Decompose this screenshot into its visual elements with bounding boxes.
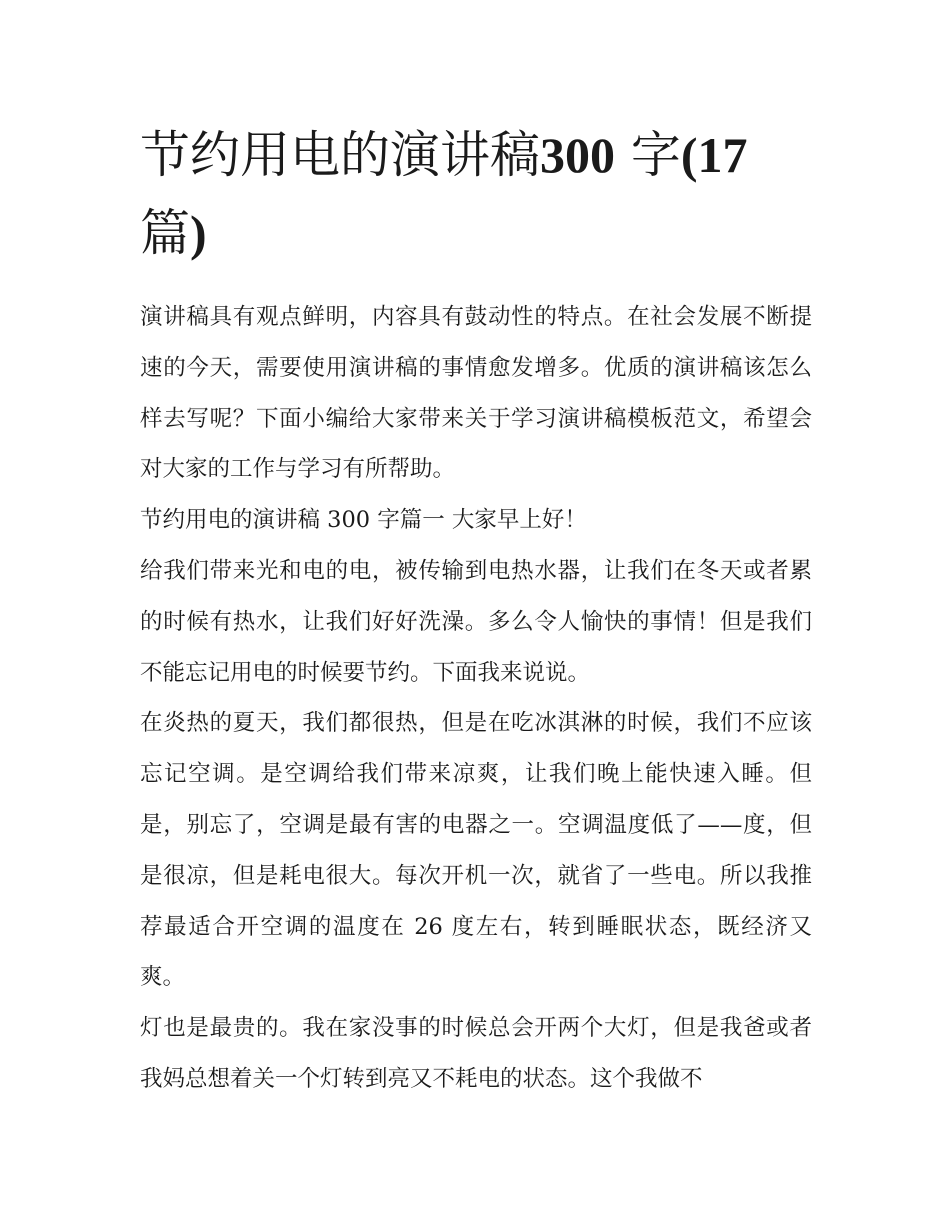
title-count-close: ) [190, 205, 207, 261]
paragraph-2: 给我们带来光和电的电，被传输到电热水器，让我们在冬天或者累的时候有热水，让我们好好洗澡。多么令人愉快的事情！但是我们不能忘记用电的时候要节约。下面我来说说。 [140, 557, 812, 686]
paragraph-3: 在炎热的夏天，我们都很热，但是在吃冰淇淋的时候，我们不应该忘记空调。是空调给我们带来凉爽，让我们晚上能快速入睡。但是，别忘了，空调是最有害的电器之一。空调温度低了——度，但是很凉，但是耗电很大。每次开机一次，就省了一些电。所以我推荐最适合开空调的温度在 26 度左右，转到睡眠状态，既经济又爽。 [140, 710, 812, 991]
document-title [140, 116, 780, 272]
title-text-3: 篇 [140, 204, 190, 262]
title-text-2: 字 [630, 126, 681, 184]
title-text-1: 节约用电的演讲稿 [140, 126, 540, 184]
document-body [140, 292, 812, 1105]
title-number: 300 [540, 127, 615, 183]
paragraph-4: 灯也是最贵的。我在家没事的时候总会开两个大灯，但是我爸或者我妈总想着关一个灯转到亮又不耗电的状态。这个我做不 [140, 1015, 812, 1092]
paragraph-intro: 演讲稿具有观点鲜明，内容具有鼓动性的特点。在社会发展不断提速的今天，需要使用演讲稿的事情愈发增多。优质的演讲稿该怎么样去写呢？下面小编给大家带来关于学习演讲稿模板范文，希望会对大家的工作与学习有所帮助。 [140, 304, 812, 483]
paragraph-section-heading: 节约用电的演讲稿 300 字篇一 大家早上好！ [140, 507, 587, 534]
title-count-open: (17 [680, 127, 748, 183]
